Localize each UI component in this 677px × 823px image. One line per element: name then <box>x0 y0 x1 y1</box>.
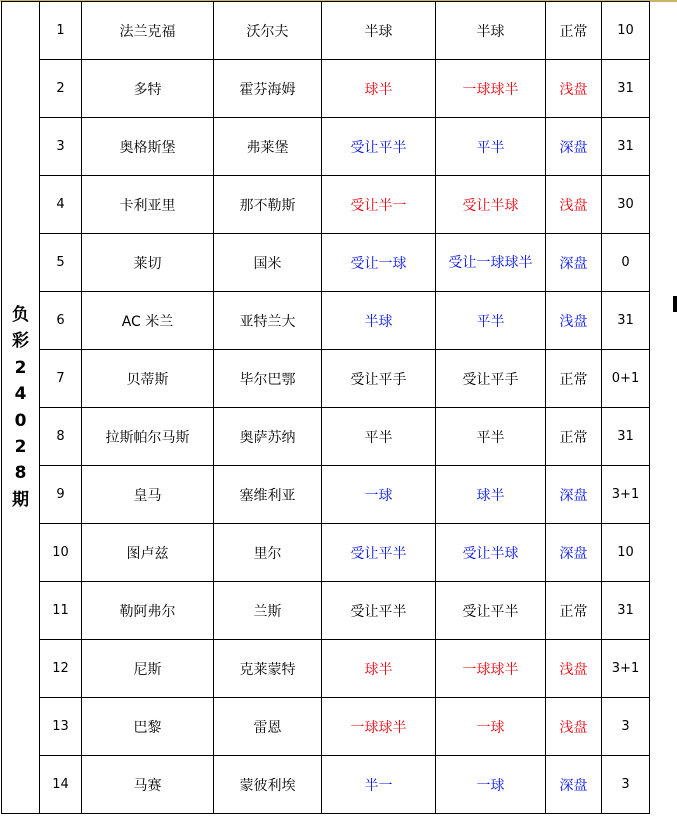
issue-title-char: 0 <box>14 410 27 431</box>
handicap-type-text: 正常 <box>559 23 588 40</box>
table-row <box>2 466 650 524</box>
handicap-type-text: 浅盘 <box>559 197 588 214</box>
table-row <box>2 60 650 118</box>
handicap-initial-cell <box>322 118 436 176</box>
row-number-cell <box>40 408 82 466</box>
handicap-initial-text: 球半 <box>364 81 393 98</box>
home-team-text: 贝蒂斯 <box>126 371 169 388</box>
away-team-text: 克莱蒙特 <box>239 661 296 678</box>
handicap-initial-cell <box>322 60 436 118</box>
away-team-text: 毕尔巴鄂 <box>239 371 296 388</box>
result-value-cell <box>602 350 650 408</box>
table-row <box>2 756 650 814</box>
handicap-current-cell <box>436 698 546 756</box>
home-team-text: 勒阿弗尔 <box>119 603 176 620</box>
handicap-current-cell <box>436 466 546 524</box>
result-value-text: 3+1 <box>611 487 640 502</box>
handicap-current-cell <box>436 756 546 814</box>
handicap-current-text: 受让半球 <box>462 197 519 214</box>
result-value-cell <box>602 756 650 814</box>
handicap-initial-text: 球半 <box>364 661 393 678</box>
away-team-cell <box>214 640 322 698</box>
result-value-text: 30 <box>617 197 634 212</box>
issue-title-char: 2 <box>14 357 27 378</box>
table-row <box>2 408 650 466</box>
away-team-cell <box>214 408 322 466</box>
result-value-text: 31 <box>617 81 634 96</box>
row-number-cell <box>40 234 82 292</box>
table-row <box>2 582 650 640</box>
table-row <box>2 118 650 176</box>
away-team-text: 国米 <box>253 255 282 272</box>
away-team-text: 兰斯 <box>253 603 282 620</box>
handicap-current-text: 平半 <box>476 429 505 446</box>
row-number-text: 9 <box>56 487 65 502</box>
handicap-initial-text: 半一 <box>364 777 393 794</box>
handicap-current-text: 一球 <box>476 777 505 794</box>
handicap-current-text: 受让平半 <box>462 603 519 620</box>
table-row <box>2 640 650 698</box>
handicap-current-text: 受让平手 <box>462 371 519 388</box>
handicap-initial-text: 半球 <box>364 313 393 330</box>
result-value-text: 31 <box>617 603 634 618</box>
handicap-initial-cell <box>322 756 436 814</box>
away-team-cell <box>214 582 322 640</box>
row-number-text: 4 <box>56 197 65 212</box>
handicap-type-text: 深盘 <box>559 545 588 562</box>
handicap-current-text: 一球球半 <box>462 81 519 98</box>
row-number-cell <box>40 292 82 350</box>
home-team-text: 法兰克福 <box>119 23 176 40</box>
handicap-type-cell <box>546 640 602 698</box>
handicap-type-text: 正常 <box>559 603 588 620</box>
row-number-text: 3 <box>56 139 65 154</box>
row-number-cell <box>40 350 82 408</box>
handicap-type-cell <box>546 2 602 60</box>
home-team-text: 图卢兹 <box>126 545 169 562</box>
result-value-text: 3 <box>621 719 630 734</box>
handicap-initial-text: 平半 <box>364 429 393 446</box>
handicap-initial-cell <box>322 524 436 582</box>
row-number-text: 11 <box>52 603 69 618</box>
table-row <box>2 698 650 756</box>
handicap-type-text: 正常 <box>559 429 588 446</box>
handicap-current-cell <box>436 60 546 118</box>
fixtures-table <box>1 1 650 814</box>
handicap-initial-text: 半球 <box>364 23 393 40</box>
home-team-text: AC 米兰 <box>121 313 174 330</box>
home-team-text: 莱切 <box>133 255 162 272</box>
home-team-cell <box>82 118 214 176</box>
result-value-text: 0 <box>621 255 630 270</box>
handicap-type-text: 浅盘 <box>559 81 588 98</box>
handicap-initial-text: 受让平半 <box>350 139 407 156</box>
away-team-text: 雷恩 <box>253 719 282 736</box>
row-number-cell <box>40 466 82 524</box>
away-team-cell <box>214 524 322 582</box>
home-team-cell <box>82 466 214 524</box>
handicap-type-cell <box>546 234 602 292</box>
row-number-cell <box>40 60 82 118</box>
handicap-current-text: 一球球半 <box>462 661 519 678</box>
home-team-cell <box>82 292 214 350</box>
away-team-text: 蒙彼利埃 <box>239 777 296 794</box>
handicap-initial-cell <box>322 466 436 524</box>
home-team-text: 巴黎 <box>133 719 162 736</box>
home-team-text: 多特 <box>133 81 162 98</box>
away-team-cell <box>214 234 322 292</box>
home-team-cell <box>82 176 214 234</box>
result-value-text: 31 <box>617 139 634 154</box>
row-number-cell <box>40 640 82 698</box>
handicap-type-cell <box>546 350 602 408</box>
issue-title-char: 期 <box>12 489 29 510</box>
handicap-type-text: 浅盘 <box>559 661 588 678</box>
home-team-text: 拉斯帕尔马斯 <box>105 429 190 446</box>
table-row <box>2 350 650 408</box>
handicap-current-cell <box>436 2 546 60</box>
issue-title-char: 彩 <box>12 331 29 352</box>
away-team-cell <box>214 176 322 234</box>
handicap-current-cell <box>436 408 546 466</box>
handicap-initial-cell <box>322 176 436 234</box>
handicap-initial-cell <box>322 2 436 60</box>
row-number-cell <box>40 756 82 814</box>
table-row <box>2 2 650 60</box>
result-value-text: 3 <box>621 777 630 792</box>
handicap-initial-cell <box>322 234 436 292</box>
result-value-text: 10 <box>617 545 634 560</box>
row-number-text: 10 <box>52 545 69 560</box>
result-value-cell <box>602 640 650 698</box>
away-team-cell <box>214 466 322 524</box>
handicap-type-text: 深盘 <box>559 777 588 794</box>
home-team-cell <box>82 640 214 698</box>
away-team-text: 弗莱堡 <box>246 139 289 156</box>
home-team-text: 皇马 <box>133 487 162 504</box>
handicap-type-text: 浅盘 <box>559 719 588 736</box>
handicap-current-text: 受让半球 <box>462 545 519 562</box>
table-row <box>2 292 650 350</box>
away-team-text: 奥萨苏纳 <box>239 429 296 446</box>
row-number-text: 2 <box>56 81 65 96</box>
handicap-current-text: 一球 <box>476 719 505 736</box>
handicap-initial-text: 一球球半 <box>350 719 407 736</box>
issue-title-char: 负 <box>12 305 29 326</box>
issue-title-char: 2 <box>14 436 27 457</box>
handicap-type-text: 正常 <box>559 371 588 388</box>
handicap-type-text: 深盘 <box>559 139 588 156</box>
handicap-type-cell <box>546 698 602 756</box>
result-value-cell <box>602 118 650 176</box>
away-team-text: 霍芬海姆 <box>239 81 296 98</box>
result-value-cell <box>602 582 650 640</box>
handicap-initial-cell <box>322 582 436 640</box>
issue-title-char: 8 <box>14 463 27 484</box>
handicap-initial-text: 受让半一 <box>350 197 407 214</box>
handicap-type-cell <box>546 118 602 176</box>
away-team-text: 亚特兰大 <box>239 313 296 330</box>
table-row <box>2 234 650 292</box>
handicap-initial-text: 受让平半 <box>350 603 407 620</box>
handicap-current-cell <box>436 176 546 234</box>
handicap-type-cell <box>546 466 602 524</box>
home-team-cell <box>82 350 214 408</box>
away-team-text: 那不勒斯 <box>239 197 296 214</box>
handicap-current-cell <box>436 582 546 640</box>
handicap-current-text: 受让一球球半 <box>448 254 533 271</box>
handicap-initial-cell <box>322 640 436 698</box>
home-team-text: 尼斯 <box>133 661 162 678</box>
result-value-cell <box>602 698 650 756</box>
handicap-initial-cell <box>322 698 436 756</box>
handicap-type-cell <box>546 582 602 640</box>
row-number-cell <box>40 582 82 640</box>
handicap-initial-cell <box>322 408 436 466</box>
handicap-initial-text: 受让一球 <box>350 255 407 272</box>
row-number-cell <box>40 118 82 176</box>
handicap-current-cell <box>436 234 546 292</box>
result-value-cell <box>602 60 650 118</box>
handicap-initial-cell <box>322 350 436 408</box>
away-team-cell <box>214 350 322 408</box>
handicap-initial-text: 受让平半 <box>350 545 407 562</box>
row-number-text: 12 <box>52 661 69 676</box>
row-number-text: 1 <box>56 23 65 38</box>
handicap-type-text: 深盘 <box>559 487 588 504</box>
row-number-cell <box>40 2 82 60</box>
handicap-type-cell <box>546 408 602 466</box>
home-team-cell <box>82 60 214 118</box>
home-team-cell <box>82 2 214 60</box>
result-value-cell <box>602 466 650 524</box>
away-team-text: 塞维利亚 <box>239 487 296 504</box>
handicap-current-cell <box>436 524 546 582</box>
handicap-type-cell <box>546 524 602 582</box>
handicap-initial-cell <box>322 292 436 350</box>
home-team-text: 奥格斯堡 <box>119 139 176 156</box>
row-number-cell <box>40 176 82 234</box>
handicap-current-cell <box>436 118 546 176</box>
handicap-type-cell <box>546 60 602 118</box>
home-team-cell <box>82 698 214 756</box>
home-team-text: 卡利亚里 <box>119 197 176 214</box>
away-team-cell <box>214 118 322 176</box>
result-value-cell <box>602 292 650 350</box>
row-number-text: 7 <box>56 371 65 386</box>
table-row <box>2 524 650 582</box>
row-number-text: 6 <box>56 313 65 328</box>
away-team-cell <box>214 698 322 756</box>
home-team-cell <box>82 234 214 292</box>
result-value-cell <box>602 176 650 234</box>
handicap-current-text: 平半 <box>476 139 505 156</box>
issue-title <box>2 2 40 814</box>
away-team-cell <box>214 60 322 118</box>
row-number-text: 5 <box>56 255 65 270</box>
fixtures-table-body <box>2 2 650 814</box>
handicap-type-text: 深盘 <box>559 255 588 272</box>
row-number-cell <box>40 698 82 756</box>
handicap-current-text: 球半 <box>476 487 505 504</box>
row-number-text: 14 <box>52 777 69 792</box>
home-team-text: 马赛 <box>133 777 162 794</box>
handicap-initial-text: 受让平手 <box>350 371 407 388</box>
result-value-text: 10 <box>617 23 634 38</box>
handicap-type-text: 浅盘 <box>559 313 588 330</box>
away-team-cell <box>214 756 322 814</box>
handicap-current-text: 半球 <box>476 23 505 40</box>
away-team-cell <box>214 292 322 350</box>
handicap-current-cell <box>436 350 546 408</box>
result-value-text: 31 <box>617 313 634 328</box>
away-team-text: 里尔 <box>253 545 282 562</box>
issue-title-char: 4 <box>14 384 27 405</box>
away-team-text: 沃尔夫 <box>246 23 289 40</box>
result-value-text: 3+1 <box>611 661 640 676</box>
home-team-cell <box>82 408 214 466</box>
result-value-cell <box>602 408 650 466</box>
result-value-cell <box>602 2 650 60</box>
home-team-cell <box>82 524 214 582</box>
table-row <box>2 176 650 234</box>
row-number-text: 13 <box>52 719 69 734</box>
handicap-initial-text: 一球 <box>364 487 393 504</box>
handicap-type-cell <box>546 292 602 350</box>
home-team-cell <box>82 756 214 814</box>
result-value-text: 0+1 <box>611 371 640 386</box>
row-number-cell <box>40 524 82 582</box>
handicap-current-text: 平半 <box>476 313 505 330</box>
row-number-text: 8 <box>56 429 65 444</box>
handicap-current-cell <box>436 292 546 350</box>
handicap-current-cell <box>436 640 546 698</box>
handicap-type-cell <box>546 756 602 814</box>
result-value-text: 31 <box>617 429 634 444</box>
result-value-cell <box>602 524 650 582</box>
handicap-type-cell <box>546 176 602 234</box>
away-team-cell <box>214 2 322 60</box>
home-team-cell <box>82 582 214 640</box>
result-value-cell <box>602 234 650 292</box>
